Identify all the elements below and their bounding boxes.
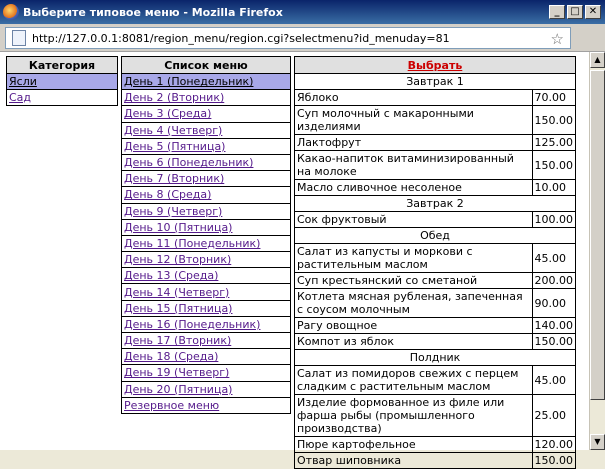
menu-list-cell xyxy=(122,171,291,187)
menu-day-link[interactable]: День 2 (Вторник) xyxy=(124,91,225,105)
menu-list-cell xyxy=(122,154,291,170)
window-controls xyxy=(549,5,601,19)
scroll-up-button[interactable]: ▲ xyxy=(590,52,605,68)
menu-list-cell xyxy=(122,333,291,349)
vertical-scrollbar[interactable] xyxy=(589,52,605,450)
category-header: Категория xyxy=(7,57,118,74)
menu-list-cell xyxy=(122,300,291,316)
dish-name: Салат из помидоров свежих с перцем сладким с растительным маслом xyxy=(295,366,533,395)
dish-name: Салат из капусты и моркови с растительным маслом xyxy=(295,244,533,273)
menu-list-row xyxy=(122,203,291,219)
menu-day-link[interactable]: День 1 (Понедельник) xyxy=(124,75,254,89)
dish-name: Лактофрут xyxy=(295,135,533,151)
scroll-down-button[interactable]: ▼ xyxy=(590,434,605,450)
menu-list-row xyxy=(122,284,291,300)
dish-row xyxy=(295,453,576,469)
dish-row xyxy=(295,318,576,334)
dish-quantity: 25.00 xyxy=(532,395,576,437)
menu-list-row xyxy=(122,74,291,90)
dish-quantity: 70.00 xyxy=(532,90,576,106)
dish-row xyxy=(295,273,576,289)
dish-name: Яблоко xyxy=(295,90,533,106)
menu-list-row xyxy=(122,106,291,122)
dish-quantity: 45.00 xyxy=(532,366,576,395)
menu-day-link[interactable]: День 6 (Понедельник) xyxy=(124,156,254,170)
dish-row xyxy=(295,135,576,151)
menu-list-row xyxy=(122,122,291,138)
menu-list-cell xyxy=(122,365,291,381)
dish-name: Компот из яблок xyxy=(295,334,533,350)
menu-list-cell xyxy=(122,316,291,332)
dish-quantity: 90.00 xyxy=(532,289,576,318)
scroll-thumb[interactable] xyxy=(590,70,605,400)
menu-list-row xyxy=(122,397,291,413)
menu-day-link[interactable]: День 9 (Четверг) xyxy=(124,204,223,218)
menu-list-cell xyxy=(122,235,291,251)
dish-name: Суп молочный с макаронными изделиями xyxy=(295,106,533,135)
menu-list-row xyxy=(122,316,291,332)
menu-list-cell xyxy=(122,381,291,397)
menu-list-row xyxy=(122,381,291,397)
dish-row xyxy=(295,212,576,228)
bookmark-star-icon[interactable]: ☆ xyxy=(550,30,564,48)
dish-row xyxy=(295,180,576,196)
meal-name: Завтрак 2 xyxy=(295,196,576,212)
dish-quantity: 140.00 xyxy=(532,318,576,334)
menu-day-link[interactable]: День 17 (Вторник) xyxy=(124,334,232,348)
menu-day-link[interactable]: День 7 (Вторник) xyxy=(124,172,225,186)
menu-list-row xyxy=(122,138,291,154)
menu-details-table xyxy=(294,56,576,469)
dish-quantity: 200.00 xyxy=(532,273,576,289)
dish-name: Какао-напиток витаминизированный на молоке xyxy=(295,151,533,180)
maximize-button[interactable]: □ xyxy=(567,5,583,19)
menu-list-row xyxy=(122,268,291,284)
dish-row xyxy=(295,366,576,395)
meal-name: Завтрак 1 xyxy=(295,74,576,90)
dish-quantity: 100.00 xyxy=(532,212,576,228)
minimize-button[interactable]: _ xyxy=(549,5,565,19)
menu-day-link[interactable]: День 4 (Четверг) xyxy=(124,123,223,137)
dish-row xyxy=(295,244,576,273)
dish-quantity: 10.00 xyxy=(532,180,576,196)
menu-day-link[interactable]: День 10 (Пятница) xyxy=(124,220,233,234)
category-row xyxy=(7,74,118,90)
select-header xyxy=(295,57,576,74)
menu-day-link[interactable]: День 3 (Среда) xyxy=(124,107,212,121)
menu-list-row xyxy=(122,235,291,251)
category-table xyxy=(6,56,118,106)
url-input[interactable] xyxy=(5,27,571,49)
menu-list-cell xyxy=(122,122,291,138)
dish-name: Котлета мясная рубленая, запеченная с соусом молочным xyxy=(295,289,533,318)
meal-header-row xyxy=(295,196,576,212)
dish-quantity: 150.00 xyxy=(532,453,576,469)
meal-header-row xyxy=(295,74,576,90)
category-cell xyxy=(7,90,118,106)
category-link[interactable]: Сад xyxy=(9,91,32,104)
menu-list-cell xyxy=(122,74,291,90)
dish-quantity: 120.00 xyxy=(532,437,576,453)
dish-row xyxy=(295,90,576,106)
category-row xyxy=(7,90,118,106)
dish-quantity: 150.00 xyxy=(532,106,576,135)
meal-name: Полдник xyxy=(295,350,576,366)
menu-list-row xyxy=(122,300,291,316)
menu-day-link[interactable]: День 16 (Понедельник) xyxy=(124,317,261,331)
menu-list-row xyxy=(122,252,291,268)
dish-name: Изделие формованное из филе или фарша рыбы (промышленного производства) xyxy=(295,395,533,437)
menu-day-link[interactable]: День 8 (Среда) xyxy=(124,188,212,202)
title-bar xyxy=(0,0,605,24)
address-bar xyxy=(0,24,605,52)
dish-name: Сок фруктовый xyxy=(295,212,533,228)
menu-day-link[interactable]: День 13 (Среда) xyxy=(124,269,219,283)
dish-name: Масло сливочное несоленое xyxy=(295,180,533,196)
close-button[interactable]: ✕ xyxy=(585,5,601,19)
dish-row xyxy=(295,289,576,318)
menu-list-row xyxy=(122,333,291,349)
dish-row xyxy=(295,151,576,180)
menu-list-cell xyxy=(122,90,291,106)
menu-day-link[interactable]: День 14 (Четверг) xyxy=(124,285,230,299)
dish-name: Отвар шиповника xyxy=(295,453,533,469)
dish-row xyxy=(295,437,576,453)
menu-list-row xyxy=(122,365,291,381)
menu-list-cell xyxy=(122,219,291,235)
menu-day-link[interactable]: День 12 (Вторник) xyxy=(124,253,232,267)
dish-name: Пюре картофельное xyxy=(295,437,533,453)
menu-list-cell xyxy=(122,284,291,300)
menu-day-link[interactable]: День 20 (Пятница) xyxy=(124,382,233,396)
dish-name: Рагу овощное xyxy=(295,318,533,334)
menu-list-header: Список меню xyxy=(122,57,291,74)
meal-name: Обед xyxy=(295,228,576,244)
dish-quantity: 150.00 xyxy=(532,334,576,350)
dish-row xyxy=(295,334,576,350)
menu-day-link[interactable]: День 18 (Среда) xyxy=(124,350,219,364)
dish-row xyxy=(295,395,576,437)
menu-list-cell xyxy=(122,252,291,268)
window-title: Выберите типовое меню - Mozilla Firefox xyxy=(23,5,283,19)
menu-list-cell xyxy=(122,268,291,284)
menu-list-row xyxy=(122,154,291,170)
menu-list-row xyxy=(122,187,291,203)
dish-quantity: 125.00 xyxy=(532,135,576,151)
menu-day-link[interactable]: День 15 (Пятница) xyxy=(124,301,233,315)
dish-quantity: 45.00 xyxy=(532,244,576,273)
menu-list-cell xyxy=(122,203,291,219)
menu-list-row xyxy=(122,90,291,106)
url-text[interactable]: http://127.0.0.1:8081/region_menu/region.cgi?selectmenu?id_menuday=81 xyxy=(32,31,450,45)
category-link[interactable]: Ясли xyxy=(9,75,37,88)
menu-day-link[interactable]: Резервное меню xyxy=(124,398,220,412)
dish-quantity: 150.00 xyxy=(532,151,576,180)
menu-day-link[interactable]: День 11 (Понедельник) xyxy=(124,236,261,250)
meal-header-row xyxy=(295,350,576,366)
menu-day-link[interactable]: День 19 (Четверг) xyxy=(124,366,230,380)
menu-list-row xyxy=(122,219,291,235)
menu-list-row xyxy=(122,171,291,187)
page-icon xyxy=(12,30,26,46)
meal-header-row xyxy=(295,228,576,244)
category-cell xyxy=(7,74,118,90)
menu-list-cell xyxy=(122,397,291,413)
menu-list-cell xyxy=(122,349,291,365)
menu-list-cell xyxy=(122,106,291,122)
select-link[interactable]: Выбрать xyxy=(407,58,463,72)
dish-row xyxy=(295,106,576,135)
menu-list-table xyxy=(121,56,291,414)
page-content xyxy=(0,52,589,467)
firefox-icon xyxy=(3,4,19,20)
menu-list-cell xyxy=(122,187,291,203)
menu-list-cell xyxy=(122,138,291,154)
menu-day-link[interactable]: День 5 (Пятница) xyxy=(124,139,226,153)
dish-name: Суп крестьянский со сметаной xyxy=(295,273,533,289)
menu-list-row xyxy=(122,349,291,365)
